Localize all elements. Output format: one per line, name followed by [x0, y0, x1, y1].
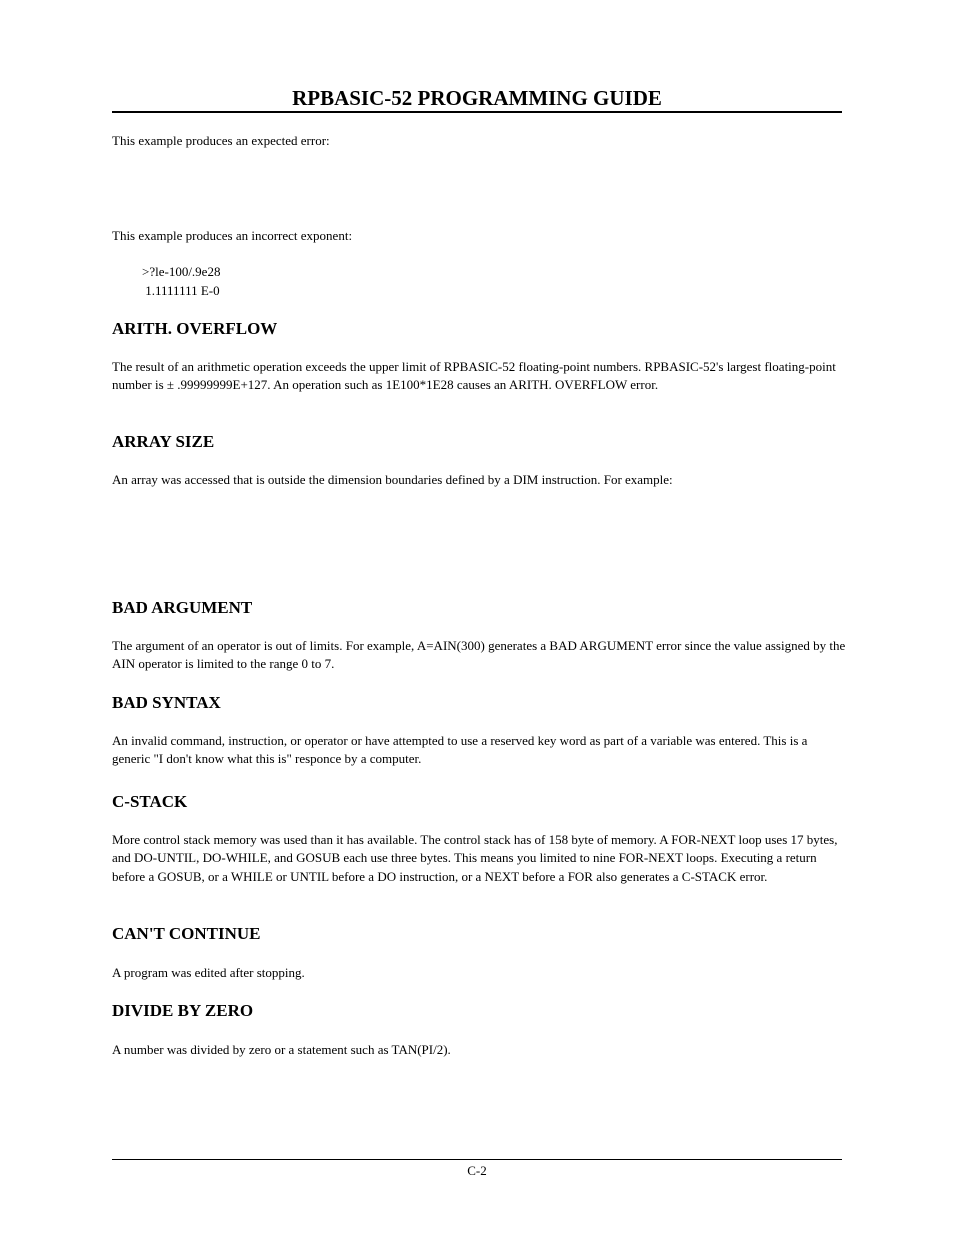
section-heading-bad-syntax: BAD SYNTAX	[112, 693, 221, 712]
header-rule	[112, 111, 842, 113]
code-line: 1.1111111 E-0	[142, 283, 220, 298]
page-number: C-2	[467, 1163, 487, 1178]
code-line: >?le-100/.9e28	[142, 264, 221, 279]
footer-rule	[112, 1159, 842, 1160]
page-title: RPBASIC-52 PROGRAMMING GUIDE	[292, 86, 662, 110]
section-body-divide-by-zero: A number was divided by zero or a statement such as TAN(PI/2).	[112, 1042, 451, 1057]
section-heading-arith-overflow: ARITH. OVERFLOW	[112, 319, 278, 338]
section-body-c-stack: More control stack memory was used than it has available. The control stack has of 158 byte of memory. A FOR-NEXT loop uses 17 bytes, and DO-UNTIL, DO-WHILE, and GOSUB each use three bytes. This means you limited to nine FOR-NEXT loops. Executing a return before a GOSUB, or a WHILE or UNTIL before a DO instruction, or a NEXT before a FOR also generates a C-STACK error.	[112, 832, 838, 884]
section-body-bad-argument: The argument of an operator is out of limits. For example, A=AIN(300) generates a BAD ARGUMENT error since the value assigned by the AIN operator is limited to the range 0 to 7.	[112, 638, 846, 672]
section-body-cant-continue: A program was edited after stopping.	[112, 965, 305, 980]
expected-error-text: This example produces an expected error:	[112, 133, 330, 148]
section-heading-array-size: ARRAY SIZE	[112, 432, 215, 451]
section-body-array-size: An array was accessed that is outside the dimension boundaries defined by a DIM instruction. For example:	[112, 472, 673, 487]
section-heading-cant-continue: CAN'T CONTINUE	[112, 924, 261, 943]
section-body-bad-syntax: An invalid command, instruction, or operator or have attempted to use a reserved key word as part of a variable was entered. This is a generic "I don't know what this is" responce by a computer.	[112, 733, 808, 767]
section-heading-c-stack: C-STACK	[112, 792, 188, 811]
section-body-arith-overflow: The result of an arithmetic operation exceeds the upper limit of RPBASIC-52 floating-point numbers. RPBASIC-52's largest floating-point number is ± .99999999E+127. An operation such as 1E100*1E28 causes an ARITH. OVERFLOW error.	[112, 359, 836, 393]
incorrect-exponent-text: This example produces an incorrect exponent:	[112, 228, 353, 243]
section-heading-divide-by-zero: DIVIDE BY ZERO	[112, 1001, 254, 1020]
section-heading-bad-argument: BAD ARGUMENT	[112, 598, 253, 617]
